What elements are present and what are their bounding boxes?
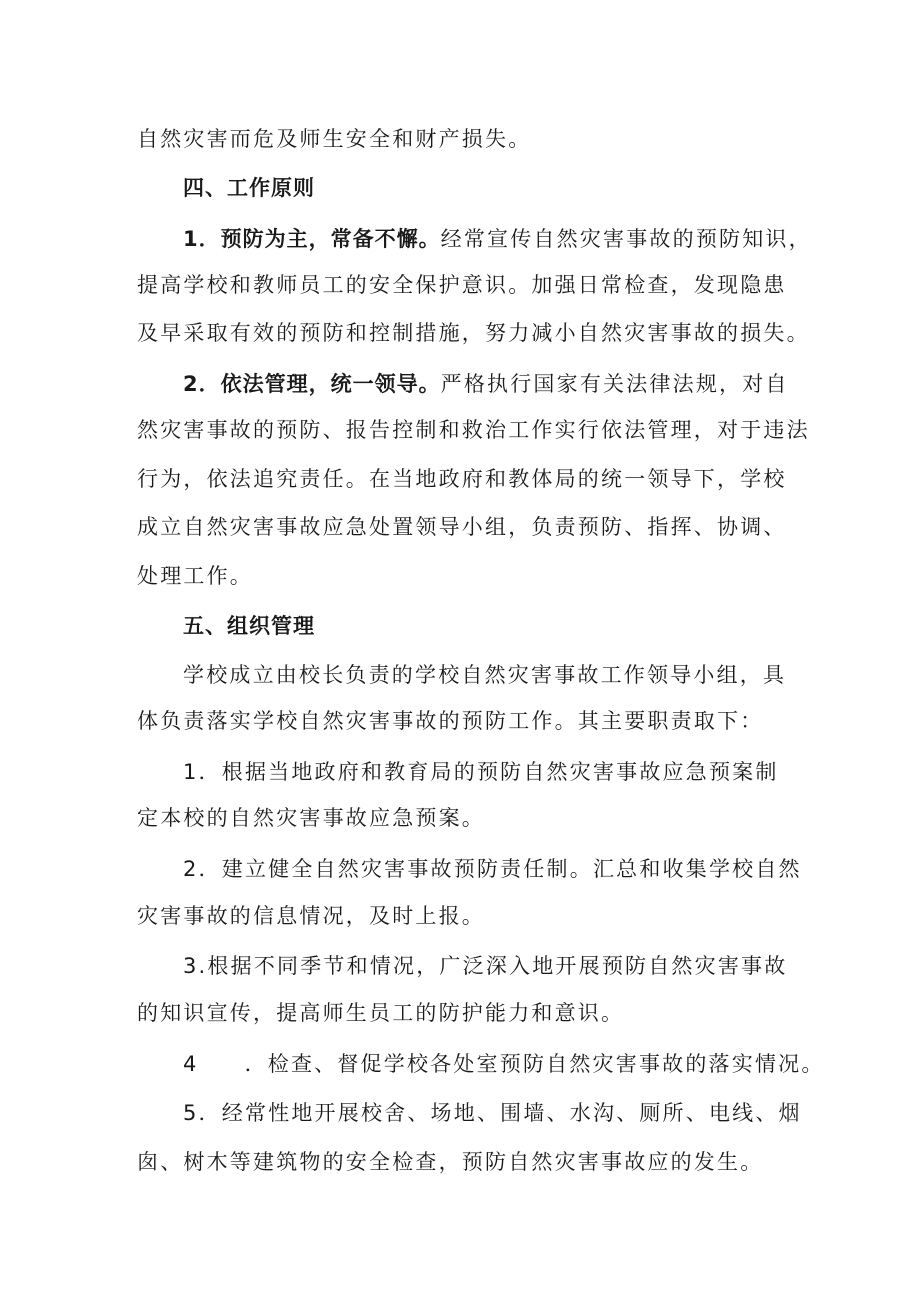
text-line (183, 1049, 825, 1079)
text-line: 2．建立健全自然灾害事故预防责任制。汇总和收集学校自然 (183, 857, 802, 881)
text-line: 囱、树木等建筑物的安全检查，预防自然灾害事故应的发生。 (137, 1150, 764, 1174)
text-line: 学校成立由校长负责的学校自然灾害事故工作领导小组，具 (183, 663, 787, 687)
text-line: 定本校的自然灾害事故应急预案。 (137, 806, 485, 830)
text-line: 灾害事故的信息情况，及时上报。 (137, 904, 485, 928)
bold-lead: 2．依法管理，统一领导。 (183, 372, 441, 396)
text-line: 1．根据当地政府和教育局的预防自然灾害事故应急预案制 (183, 760, 779, 784)
text-line: 自然灾害而危及师生安全和财产损失。 (137, 127, 532, 151)
text-line: 成立自然灾害事故应急处置领导小组，负责预防、指挥、协调、 (137, 515, 787, 539)
text-line: 行为，依法追究责任。在当地政府和教体局的统一领导下，学校 (137, 467, 787, 491)
text-line (183, 369, 789, 399)
text-line: 处理工作。 (137, 564, 253, 588)
text-span: ．检查、督促学校各处室预防自然灾害事故的落实情况。 (244, 1052, 825, 1076)
item-number: 4 (183, 1052, 199, 1076)
text-line: 体负责落实学校自然灾害事故的预防工作。其主要职责取下： (137, 709, 764, 733)
bold-lead: 1．预防为主，常备不懈。 (183, 227, 441, 251)
section-heading: 四、工作原则 (183, 176, 315, 200)
text-line: 5．经常性地开展校舍、场地、围墙、水沟、厕所、电线、烟 (183, 1101, 802, 1125)
section-heading: 五、组织管理 (183, 614, 315, 638)
text-span: 严格执行国家有关法律法规，对自 (440, 372, 789, 396)
text-span: 经常宣传自然灾害事故的预防知识， (440, 227, 812, 251)
text-line: 提高学校和教师员工的安全保护意识。加强日常检查，发现隐患 (137, 273, 787, 297)
text-line: 3.根据不同季节和情况，广泛深入地开展预防自然灾害事故 (183, 954, 788, 978)
text-line: 的知识宣传，提高师生员工的防护能力和意识。 (137, 1001, 625, 1025)
text-line (183, 224, 812, 254)
text-line: 及早采取有效的预防和控制措施，努力减小自然灾害事故的损失。 (137, 321, 810, 345)
text-line: 然灾害事故的预防、报告控制和救治工作实行依法管理，对于违法 (137, 418, 810, 442)
